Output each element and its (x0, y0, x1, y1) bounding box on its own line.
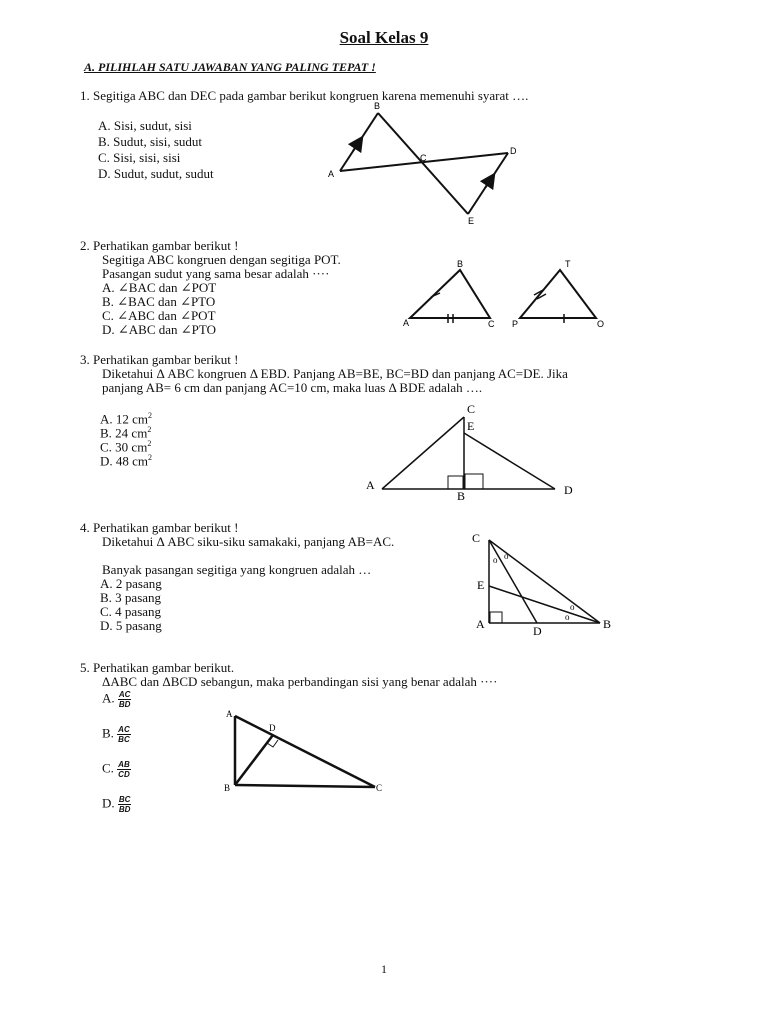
q1-label-d: D (510, 146, 517, 156)
triangle-pot (520, 270, 596, 318)
segment-bd (235, 735, 273, 785)
angle-mark-3: o (570, 602, 575, 612)
q4-label-b: B (603, 617, 612, 631)
q2-option-d: D. ∠ABC dan ∠PTO (102, 322, 216, 337)
q1-option-d: D. Sudut, sudut, sudut (98, 166, 214, 181)
parallel-arrow-ed (485, 179, 491, 188)
q1-option-a: A. Sisi, sudut, sisi (98, 118, 192, 133)
q1-label-a: A (328, 169, 335, 179)
q2-stem-line2: Segitiga ABC kongruen dengan segitiga POT. (102, 252, 341, 267)
q5-option-c: C. $\frac{AB}{CD}$ (102, 760, 130, 779)
q4-option-a: A. 2 pasang (100, 576, 162, 591)
q2-label-a: A (403, 318, 410, 328)
page-title: Soal Kelas 9 (339, 28, 429, 47)
q5-stem-line1: 5. Perhatikan gambar berikut. (80, 660, 235, 675)
q3-label-a: A (366, 478, 375, 492)
right-angle-a (490, 612, 502, 623)
q2-label-t: T (565, 259, 571, 269)
q5-fraction-a: $\frac{AC}{BD}$ (118, 690, 131, 709)
q3-stem-line2: Diketahui Δ ABC kongruen Δ EBD. Panjang AB=BE, BC=BD dan panjang AC=DE. Jika (102, 366, 568, 381)
q2-stem-line1: 2. Perhatikan gambar berikut ! (80, 238, 239, 253)
section-heading: A. PILIHLAH SATU JAWABAN YANG PALING TEPAT ! (84, 60, 376, 74)
q4-option-d: D. 5 pasang (100, 618, 162, 633)
q2-stem-line3: Pasangan sudut yang sama besar adalah ···· (102, 266, 330, 281)
q4-option-c: C. 4 pasang (100, 604, 162, 619)
q5-fraction-b: $\frac{AC}{BC}$ (118, 725, 130, 744)
q1-label-e: E (468, 216, 475, 226)
q5-option-a: A. $\frac{AC}{BD}$ (102, 690, 131, 709)
q5-label-c: C (376, 783, 383, 793)
q4-figure (470, 528, 620, 640)
angle-mark-2: o (504, 551, 509, 561)
segment-be (378, 113, 468, 214)
q2-figure (400, 255, 615, 335)
q4-stem-line3: Banyak pasangan segitiga yang kongruen adalah … (102, 562, 372, 577)
angle-mark-1: o (493, 555, 498, 565)
q3-label-b: B (457, 489, 466, 503)
q2-label-c: C (488, 319, 495, 329)
q5-fraction-d: $\frac{BC}{BD}$ (118, 795, 131, 814)
segment-ac (235, 716, 375, 787)
segment-bc (235, 785, 375, 787)
segment-ac (382, 417, 464, 489)
q4-stem-line1: 4. Perhatikan gambar berikut ! (80, 520, 239, 535)
q1-label-c: C (420, 153, 427, 163)
q1-figure (320, 98, 530, 228)
q3-option-a: A. 12 $cm^2$ (100, 411, 153, 427)
q3-label-e: E (467, 419, 475, 433)
q2-label-b: B (457, 259, 464, 269)
q4-option-b: B. 3 pasang (100, 590, 162, 605)
q4-stem-line2: Diketahui Δ ABC siku-siku samakaki, panjang AB=AC. (102, 534, 395, 549)
q3-figure (360, 400, 580, 505)
parallel-arrow-ab (353, 142, 359, 151)
q5-option-d: D. $\frac{BC}{BD}$ (102, 795, 131, 814)
q3-option-d: D. 48 $cm^2$ (100, 453, 153, 469)
q3-stem-line1: 3. Perhatikan gambar berikut ! (80, 352, 239, 367)
q4-label-e: E (477, 578, 485, 592)
right-angle-left (448, 476, 463, 489)
q3-stem-line3: panjang AB= 6 cm dan panjang AC=10 cm, maka luas Δ BDE adalah …. (102, 380, 483, 395)
q2-option-b: B. ∠BAC dan ∠PTO (102, 294, 216, 309)
q5-label-a: A (226, 709, 233, 719)
q1-label-b: B (374, 101, 381, 111)
q5-label-d: D (269, 723, 276, 733)
q5-option-b: B. $\frac{AC}{BC}$ (102, 725, 130, 744)
angle-mark-4: o (565, 612, 570, 622)
q2-label-p: P (512, 319, 519, 329)
q1-stem: 1. Segitiga ABC dan DEC pada gambar berikut kongruen karena memenuhi syarat …. (80, 88, 529, 103)
triangle-abc (410, 270, 490, 318)
q3-option-c: C. 30 $cm^2$ (100, 439, 152, 455)
q1-option-b: B. Sudut, sisi, sudut (98, 134, 203, 149)
segment-cd (489, 540, 537, 623)
page-number: 1 (381, 962, 387, 976)
q5-figure (218, 703, 393, 798)
q3-option-b: B. 24 $cm^2$ (100, 425, 152, 441)
q2-option-a: A. ∠BAC dan ∠POT (102, 280, 217, 295)
q3-label-c: C (467, 402, 476, 416)
q4-label-c: C (472, 531, 481, 545)
q4-label-d: D (533, 624, 542, 638)
q1-option-c: C. Sisi, sisi, sisi (98, 150, 181, 165)
q5-fraction-c: $\frac{AB}{CD}$ (118, 760, 130, 779)
right-angle-right (465, 474, 483, 489)
q3-label-d: D (564, 483, 573, 497)
q2-label-o: O (597, 319, 605, 329)
q5-stem-line2: ΔABC dan ΔBCD sebangun, maka perbandingan sisi yang benar adalah ···· (102, 674, 498, 689)
segment-ed (464, 433, 555, 489)
q4-label-a: A (476, 617, 485, 631)
q5-label-b: B (224, 783, 231, 793)
segment-eb (489, 586, 600, 623)
q2-option-c: C. ∠ABC dan ∠POT (102, 308, 216, 323)
